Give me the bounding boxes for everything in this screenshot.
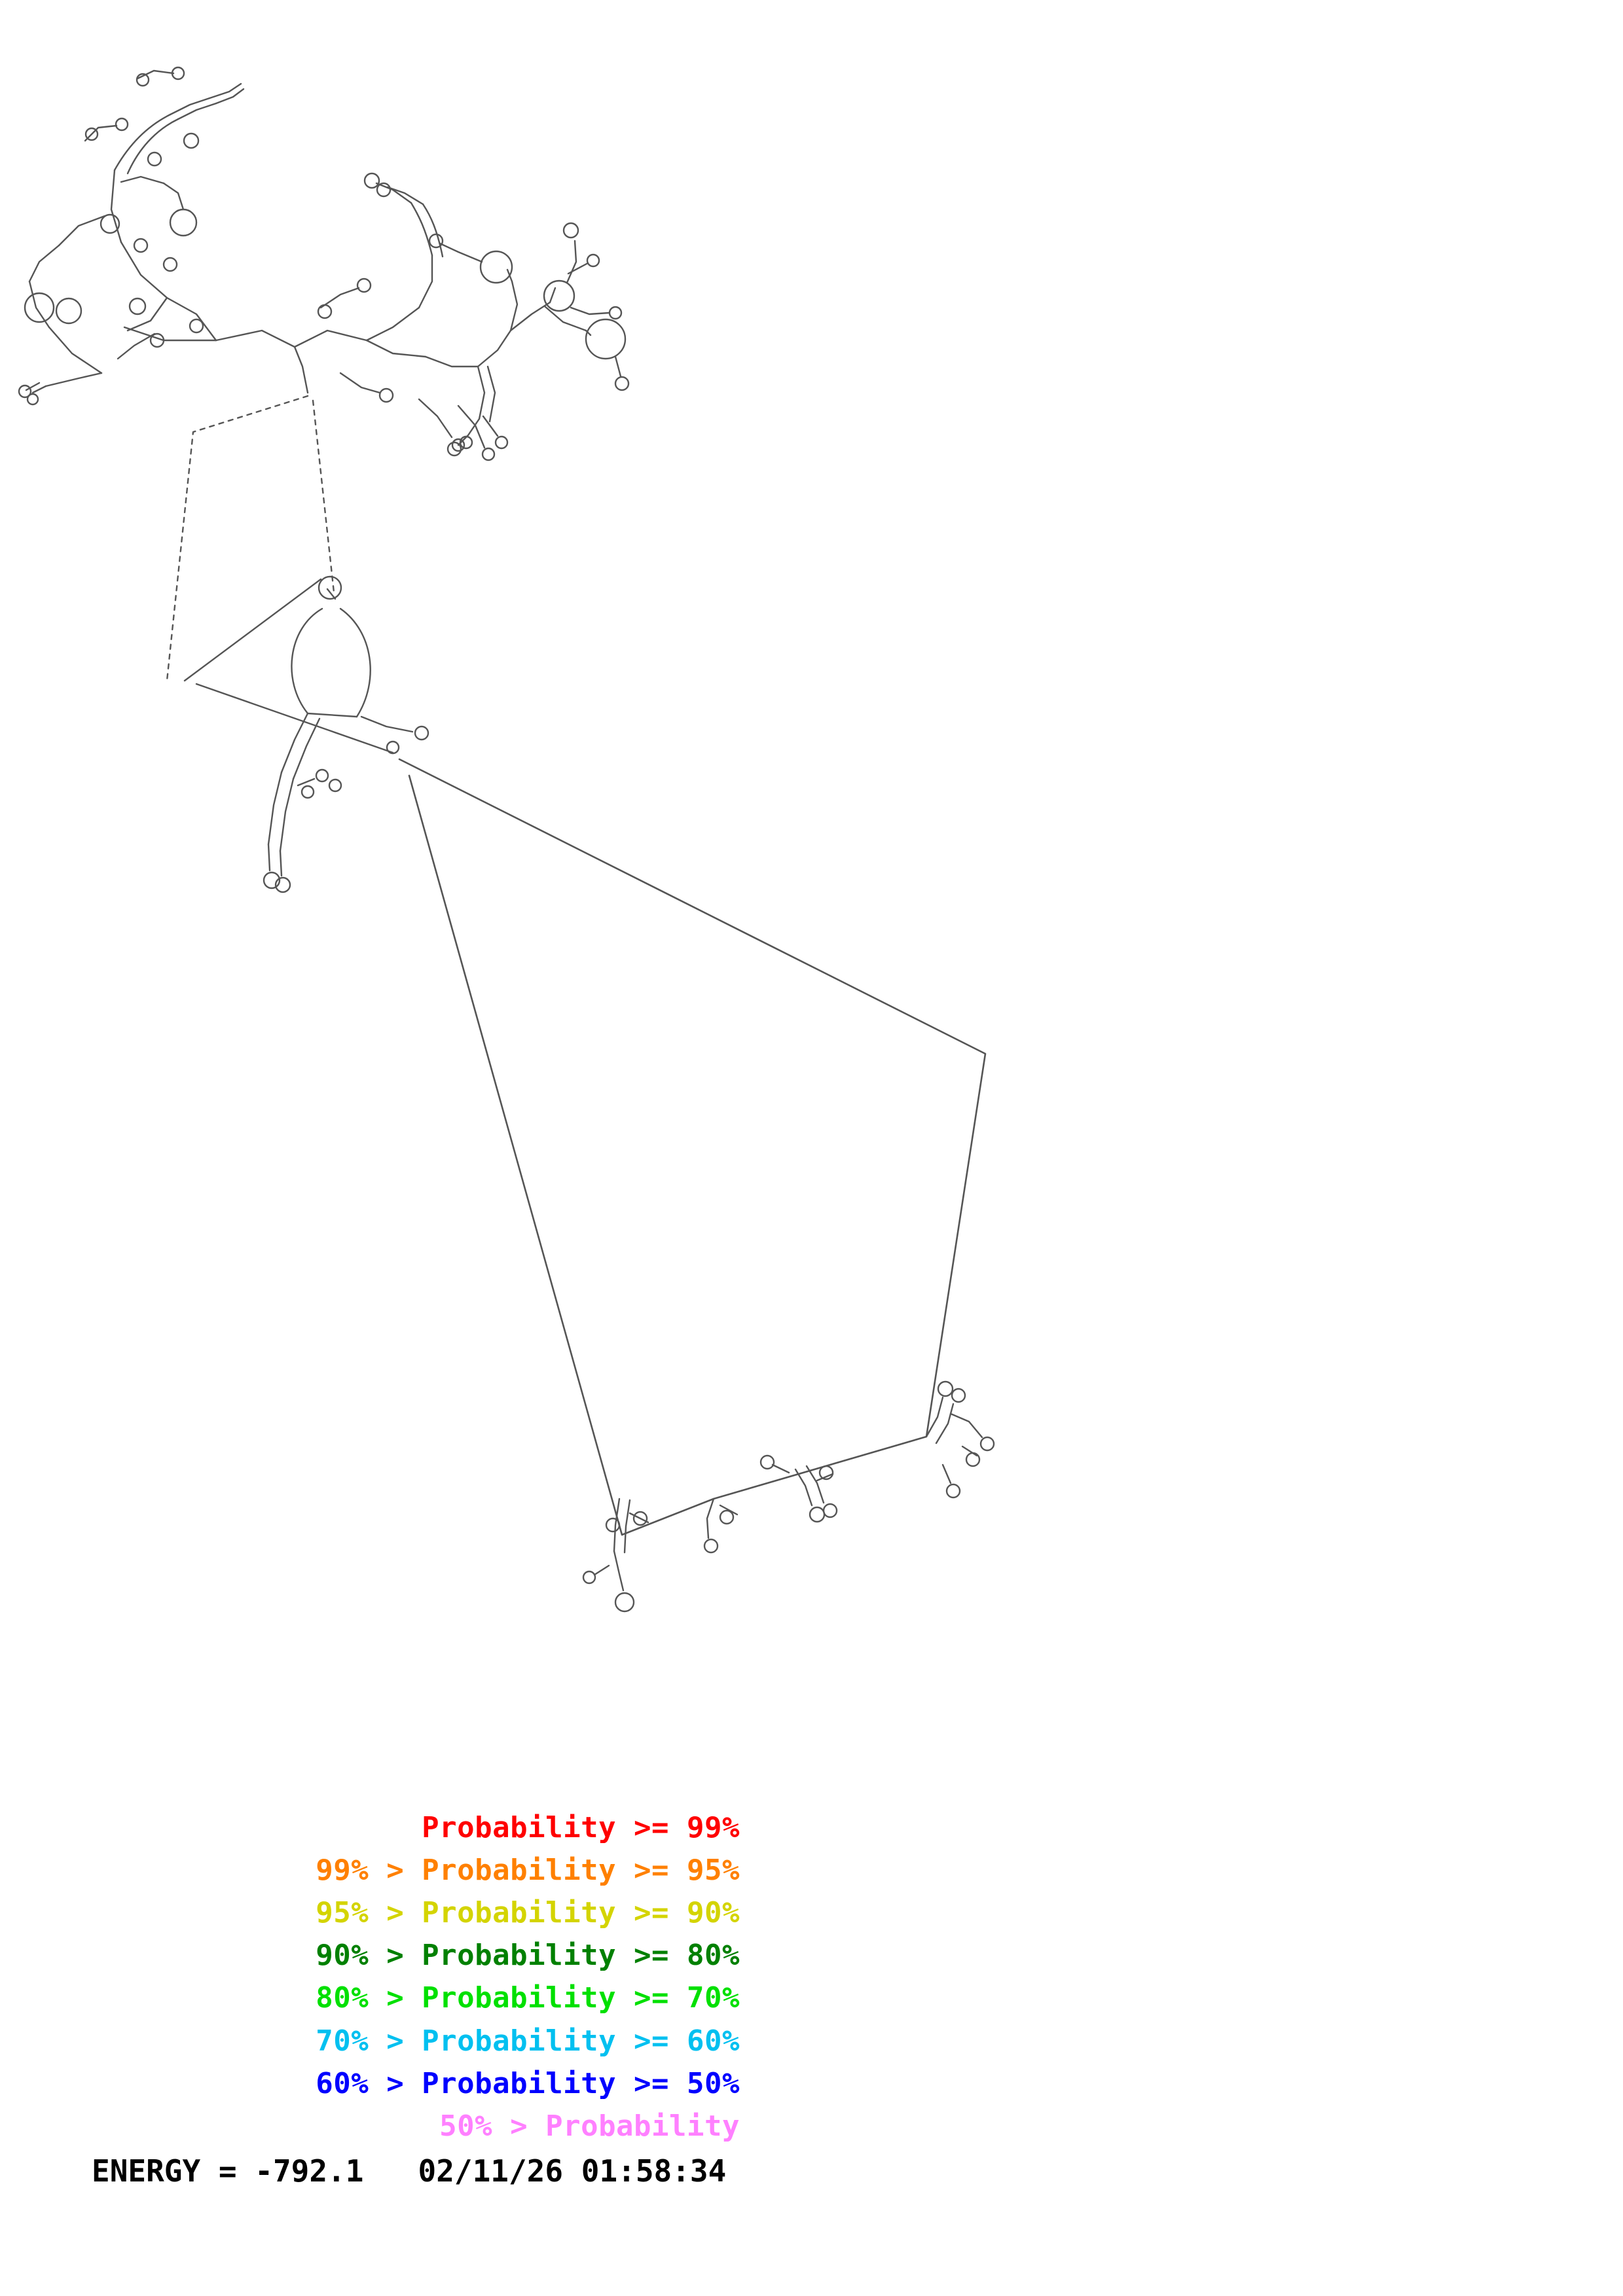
legend-label: 99% > Probability >= 95% bbox=[316, 1854, 740, 1888]
legend-row bbox=[98, 1849, 740, 1892]
legend-row bbox=[98, 2062, 740, 2105]
legend-row bbox=[98, 2105, 740, 2147]
probability-legend bbox=[98, 1806, 753, 2147]
legend-label: 60% > Probability >= 50% bbox=[316, 2066, 740, 2100]
legend-label: 70% > Probability >= 60% bbox=[316, 2024, 740, 2058]
legend-row bbox=[98, 1934, 740, 1977]
legend-label: Probability >= 99% bbox=[422, 1811, 740, 1844]
legend-label: 50% > Probability bbox=[439, 2109, 740, 2143]
legend-row bbox=[98, 1892, 740, 1934]
legend-row bbox=[98, 2020, 740, 2062]
legend-row bbox=[98, 1806, 740, 1849]
legend-label: 90% > Probability >= 80% bbox=[316, 1939, 740, 1973]
legend-label: 80% > Probability >= 70% bbox=[316, 1981, 740, 2015]
energy-timestamp-line: ENERGY = -792.1 02/11/26 01:58:34 bbox=[92, 2153, 727, 2189]
legend-row bbox=[98, 1977, 740, 2019]
legend-label: 95% > Probability >= 90% bbox=[316, 1896, 740, 1930]
